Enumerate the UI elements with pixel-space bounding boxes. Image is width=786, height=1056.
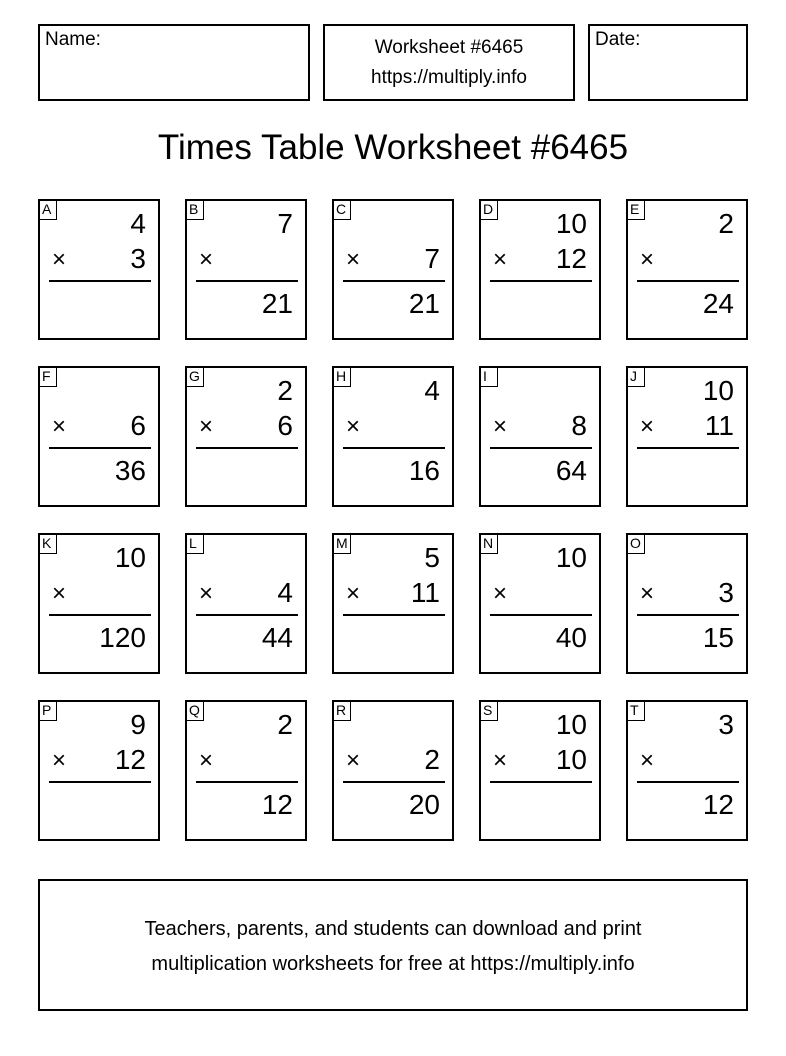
multiplicand: 10	[555, 709, 587, 740]
problem-letter: I	[479, 366, 498, 387]
times-sign: ×	[52, 747, 67, 774]
worksheet-number: Worksheet #6465	[374, 37, 524, 58]
multiplicand: 7	[277, 208, 293, 239]
multiplicand: 4	[130, 208, 146, 239]
product: 21	[408, 288, 440, 319]
name-label: Name:	[45, 29, 101, 50]
times-sign: ×	[199, 413, 214, 440]
times-sign: ×	[640, 747, 655, 774]
product: 64	[555, 455, 587, 486]
multiplier: 12	[114, 744, 146, 775]
answer-line	[343, 781, 445, 783]
multiplier: 8	[571, 410, 587, 441]
problem-box	[626, 199, 748, 340]
multiplier: 4	[277, 577, 293, 608]
problem-letter: J	[626, 366, 645, 387]
answer-line	[196, 280, 298, 282]
answer-line	[49, 280, 151, 282]
problem-letter: B	[185, 199, 204, 220]
answer-line	[196, 781, 298, 783]
answer-line	[637, 447, 739, 449]
answer-line	[196, 447, 298, 449]
problem-box	[479, 700, 601, 841]
problem-letter: N	[479, 533, 498, 554]
times-sign: ×	[640, 246, 655, 273]
times-sign: ×	[640, 413, 655, 440]
footer-line-2: multiplication worksheets for free at https://multiply.info	[151, 953, 635, 975]
multiplicand: 2	[718, 208, 734, 239]
problem-box	[332, 366, 454, 507]
problem-box	[38, 700, 160, 841]
page-title: Times Table Worksheet #6465	[157, 128, 629, 167]
problem-box	[479, 199, 601, 340]
problem-letter: Q	[185, 700, 204, 721]
times-sign: ×	[199, 580, 214, 607]
date-field	[588, 24, 748, 101]
problem-box	[332, 700, 454, 841]
multiplicand: 10	[702, 375, 734, 406]
times-sign: ×	[493, 246, 508, 273]
times-sign: ×	[493, 580, 508, 607]
problem-box	[479, 366, 601, 507]
multiplicand: 9	[130, 709, 146, 740]
problem-letter: E	[626, 199, 645, 220]
problem-box	[626, 700, 748, 841]
product: 36	[114, 455, 146, 486]
problem-letter: R	[332, 700, 351, 721]
multiplier: 6	[130, 410, 146, 441]
times-sign: ×	[52, 413, 67, 440]
answer-line	[49, 447, 151, 449]
times-sign: ×	[199, 246, 214, 273]
multiplicand: 4	[424, 375, 440, 406]
name-field	[38, 24, 310, 101]
times-sign: ×	[52, 580, 67, 607]
multiplicand: 10	[555, 208, 587, 239]
times-sign: ×	[199, 747, 214, 774]
answer-line	[490, 447, 592, 449]
answer-line	[49, 614, 151, 616]
multiplicand: 3	[718, 709, 734, 740]
footer-note	[38, 879, 748, 1011]
times-sign: ×	[346, 413, 361, 440]
multiplier: 3	[130, 243, 146, 274]
worksheet-url: https://multiply.info	[371, 67, 527, 88]
answer-line	[343, 614, 445, 616]
multiplicand: 2	[277, 375, 293, 406]
problem-box	[185, 199, 307, 340]
answer-line	[637, 781, 739, 783]
product: 12	[702, 789, 734, 820]
problem-box	[332, 199, 454, 340]
problem-letter: T	[626, 700, 645, 721]
problem-letter: A	[38, 199, 57, 220]
times-sign: ×	[52, 246, 67, 273]
problem-box	[332, 533, 454, 674]
answer-line	[637, 280, 739, 282]
problem-box	[185, 533, 307, 674]
problem-letter: H	[332, 366, 351, 387]
problem-box	[38, 533, 160, 674]
problem-letter: P	[38, 700, 57, 721]
multiplier: 2	[424, 744, 440, 775]
problem-box	[38, 366, 160, 507]
product: 16	[408, 455, 440, 486]
answer-line	[490, 280, 592, 282]
problem-box	[626, 366, 748, 507]
problem-letter: M	[332, 533, 351, 554]
times-sign: ×	[493, 747, 508, 774]
multiplicand: 2	[277, 709, 293, 740]
answer-line	[490, 614, 592, 616]
times-sign: ×	[493, 413, 508, 440]
problem-letter: G	[185, 366, 204, 387]
product: 24	[702, 288, 734, 319]
answer-line	[490, 781, 592, 783]
problem-box	[626, 533, 748, 674]
multiplier: 11	[410, 577, 440, 608]
product: 20	[408, 789, 440, 820]
answer-line	[196, 614, 298, 616]
multiplicand: 10	[555, 542, 587, 573]
problem-letter: O	[626, 533, 645, 554]
times-sign: ×	[346, 246, 361, 273]
multiplier: 6	[277, 410, 293, 441]
multiplier: 11	[704, 410, 734, 441]
multiplier: 10	[555, 744, 587, 775]
product: 12	[261, 789, 293, 820]
answer-line	[637, 614, 739, 616]
multiplicand: 10	[114, 542, 146, 573]
problem-letter: K	[38, 533, 57, 554]
multiplier: 3	[718, 577, 734, 608]
problem-letter: F	[38, 366, 57, 387]
product: 40	[555, 622, 587, 653]
problem-letter: C	[332, 199, 351, 220]
times-sign: ×	[640, 580, 655, 607]
problem-box	[479, 533, 601, 674]
answer-line	[343, 280, 445, 282]
times-sign: ×	[346, 580, 361, 607]
answer-line	[49, 781, 151, 783]
times-sign: ×	[346, 747, 361, 774]
multiplicand: 5	[424, 542, 440, 573]
product: 44	[261, 622, 293, 653]
answer-line	[343, 447, 445, 449]
problem-box	[38, 199, 160, 340]
problem-letter: D	[479, 199, 498, 220]
footer-line-1: Teachers, parents, and students can download and print	[144, 918, 642, 940]
product: 21	[261, 288, 293, 319]
multiplier: 12	[555, 243, 587, 274]
problem-box	[185, 700, 307, 841]
product: 15	[702, 622, 734, 653]
problem-letter: S	[479, 700, 498, 721]
multiplier: 7	[424, 243, 440, 274]
product: 120	[99, 622, 146, 653]
problem-box	[185, 366, 307, 507]
problem-letter: L	[185, 533, 204, 554]
date-label: Date:	[595, 29, 641, 50]
worksheet-id-box	[323, 24, 575, 101]
